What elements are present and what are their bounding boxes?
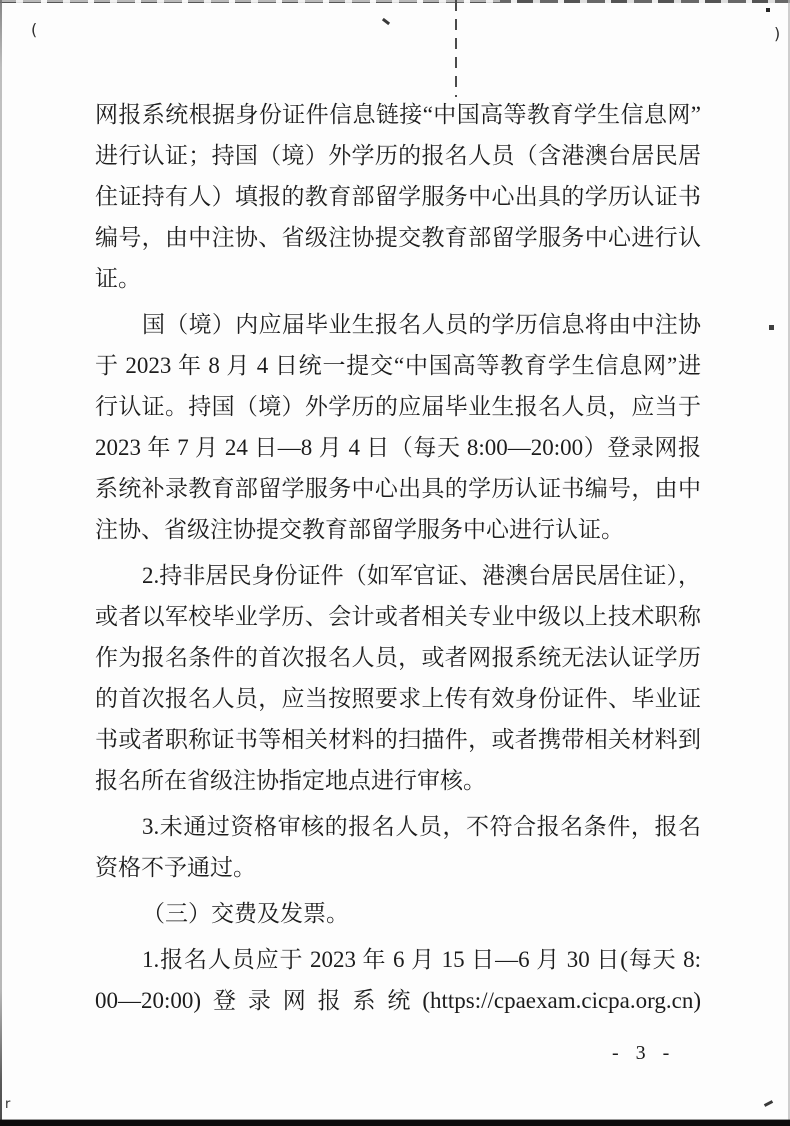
stray-dot-top-right bbox=[766, 8, 770, 12]
stray-mark-top-right: ) bbox=[774, 24, 781, 43]
text-line: 书或者职称证书等相关材料的扫描件，或者携带相关材料到 bbox=[95, 727, 701, 752]
text-line: 行认证。持国（境）外学历的应届毕业生报名人员，应当于 bbox=[95, 394, 701, 419]
text-line: 于 2023 年 8 月 4 日统一提交“中国高等教育学生信息网”进 bbox=[95, 353, 701, 378]
paragraph bbox=[95, 939, 701, 1021]
text-line: 住证持有人）填报的教育部留学服务中心出具的学历认证书 bbox=[95, 184, 701, 209]
scan-bottom-black-bar bbox=[0, 1120, 790, 1126]
stray-tick-top-center bbox=[382, 18, 390, 25]
paragraph bbox=[95, 893, 701, 934]
text-line: 2.持非居民身份证件（如军官证、港澳台居民居住证）， bbox=[142, 563, 701, 588]
text-line: （三）交费及发票。 bbox=[142, 901, 349, 926]
stray-mark-bottom-left: r bbox=[5, 1097, 11, 1112]
stray-tick-bottom-right bbox=[764, 1100, 773, 1107]
text-line: 系统补录教育部留学服务中心出具的学历认证书编号，由中 bbox=[95, 476, 701, 501]
paragraph bbox=[95, 94, 701, 299]
text-line: 作为报名条件的首次报名人员，或者网报系统无法认证学历 bbox=[95, 645, 701, 670]
text-line: 00—20:00)登录网报系统(https://cpaexam.cicpa.org.cn) bbox=[95, 988, 701, 1013]
scan-left-edge-line bbox=[0, 0, 2, 1126]
text-line: 的首次报名人员，应当按照要求上传有效身份证件、毕业证 bbox=[95, 686, 701, 711]
text-line: 资格不予通过。 bbox=[95, 855, 256, 880]
page-number: - 3 - bbox=[612, 1042, 676, 1064]
document-text-block bbox=[95, 94, 701, 1026]
text-line: 注协、省级注协提交教育部留学服务中心进行认证。 bbox=[95, 517, 624, 542]
stray-mark-top-left: ( bbox=[31, 20, 38, 39]
stray-speck-mid-right bbox=[769, 325, 774, 330]
text-line: 3.未通过资格审核的报名人员，不符合报名条件，报名 bbox=[142, 814, 701, 839]
text-line: 2023 年 7 月 24 日—8 月 4 日（每天 8:00—20:00）登录网报 bbox=[95, 435, 701, 460]
fold-crease-dashed-line bbox=[455, 0, 457, 97]
text-line: 国（境）内应届毕业生报名人员的学历信息将由中注协 bbox=[142, 312, 701, 337]
paragraph bbox=[95, 555, 701, 801]
paragraph bbox=[95, 304, 701, 550]
text-line: 报名所在省级注协指定地点进行审核。 bbox=[95, 768, 486, 793]
text-line: 1.报名人员应于 2023 年 6 月 15 日—6 月 30 日(每天 8: bbox=[142, 947, 701, 972]
text-line: 网报系统根据身份证件信息链接“中国高等教育学生信息网” bbox=[95, 102, 701, 127]
text-line: 进行认证；持国（境）外学历的报名人员（含港澳台居民居 bbox=[95, 143, 701, 168]
text-line: 或者以军校毕业学历、会计或者相关专业中级以上技术职称 bbox=[95, 604, 701, 629]
text-line: 编号，由中注协、省级注协提交教育部留学服务中心进行认 bbox=[95, 225, 701, 250]
text-line: 证。 bbox=[95, 266, 141, 291]
scan-top-edge-noise-light bbox=[0, 0, 500, 2]
paragraph bbox=[95, 806, 701, 888]
